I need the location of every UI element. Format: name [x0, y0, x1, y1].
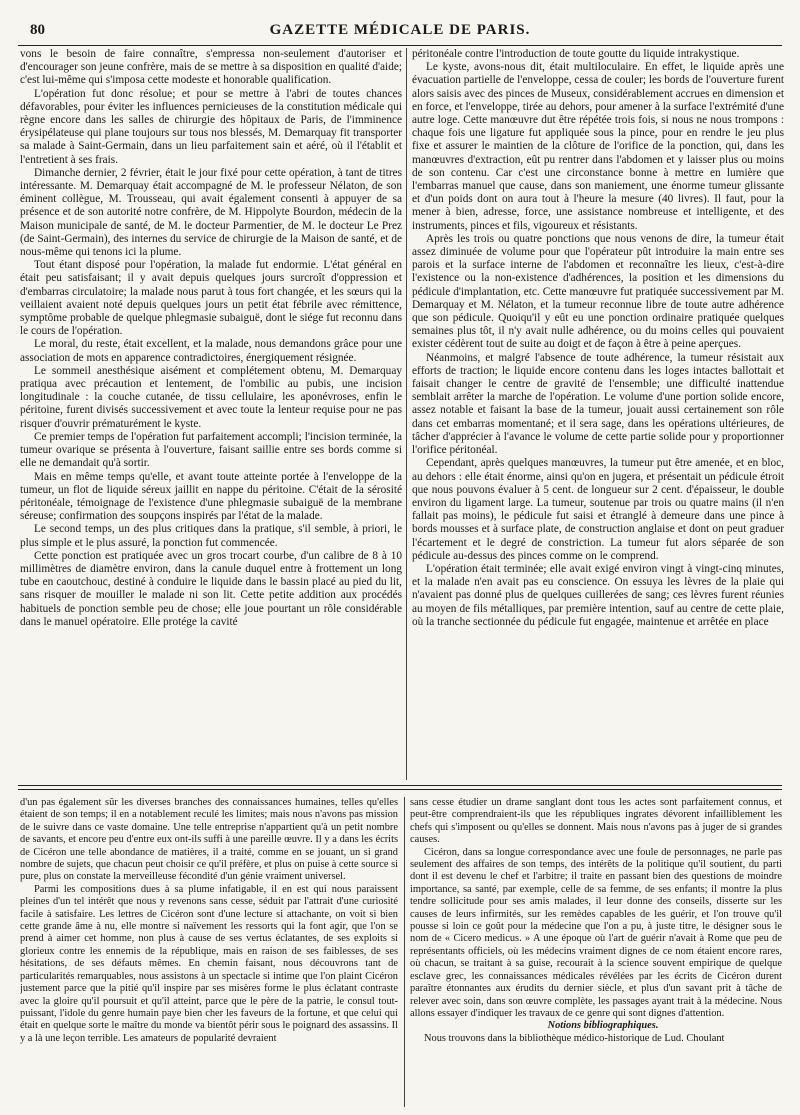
paragraph: Le kyste, avons-nous dit, était multiloculaire. En effet, le liquide après une évacuation partielle de l'enveloppe, cessa de couler; les bords de l'ouverture furent alors saisis avec des pinces de Museux, considérablement accrues en dimension et en force, et l'enveloppe, tirée au dehors, pour amener à la surface l'extrémité d'une autre loge. Cette manœuvre dut être répétée trois fois, si nous ne nous trompons : chaque fois une ligature fut appliquée sous la pince, pour en rendre le jeu plus fixe et assurer le maintien de la clôture de l'orifice de la ponction, qui, dans les manœuvres d'extraction, eût pu rentrer dans l'abdomen et y laisser plus ou moins de son contenu. Car c'est une circonstance bonne à mettre en lumière que l'embarras manuel que cause, dans son maniement, une énorme tumeur glissante et d'un poids dont on aura tout à l'heure la mesure (40 livres). Il faut, pour la mener à bien, adresse, force, une assistance nombreuse et intelligente, et des instruments, pinces et fils, vigoureux et résistants.	[412, 61, 784, 232]
page-number: 80	[30, 22, 45, 38]
paragraph: péritonéale contre l'introduction de toute goutte du liquide intrakystique.	[412, 48, 740, 60]
paragraph: L'opération fut donc résolue; et pour se mettre à l'abri de toutes chances défavorables, pour éviter les influences pernicieuses de la constitution médicale qui règne encore dans les salles de chirurgie des hôpitaux de Paris, de l'imminence érysipélateuse qui plane toujours sur tous nos blessés, M. Demarquay fit transporter sa malade à Saint-Germain, dans un lieu parfaitement sain et aéré, où il l'établit et l'entretient à ses frais.	[20, 87, 402, 166]
bottom-right-column	[410, 797, 782, 1107]
journal-title: GAZETTE MÉDICALE DE PARIS.	[269, 22, 531, 38]
paragraph: Après les trois ou quatre ponctions que nous venons de dire, la tumeur était assez diminuée de volume pour que l'opérateur pût introduire la main entre ses parois et la surface interne de l'abdomen et reconnaître les lieux, c'est-à-dire l'existence ou la non-existence d'adhérences, la position et les dimensions du pédicule d'implantation, etc. Cette manœuvre fut pratiquée successivement par M. Demarquay et M. Nélaton, et la tumeur reconnue libre de toute autre adhérence que son pédicule. Quoiqu'il y eût eu une ponction ordinaire pratiquée quelques semaines plus tôt, il n'y avait nulle adhérence, ou du moins celles qui pouvaient exister cédèrent tout de suite au doigt et de façon à être à peine aperçues.	[412, 232, 784, 351]
feuilleton-rule	[18, 785, 782, 786]
section-heading: Notions bibliographiques.	[547, 1020, 659, 1032]
paragraph: Le moral, du reste, était excellent, et la malade, nous demandons grâce pour une association de mots en apparence contradictoires, énergiquement résignée.	[20, 338, 402, 364]
paragraph: Dimanche dernier, 2 février, était le jour fixé pour cette opération, à tant de titres intéressante. M. Demarquay était accompagné de M. le professeur Nélaton, de son éminent collègue, M. Trousseau, qui avait également consenti à appuyer de sa présence et de son autorité notre confrère, de M. Hippolyte Bourdon, médecin de la Maison municipale de santé, de M. le docteur Parmentier, de M. le docteur Le Prez (de Saint-Germain), des internes du service de chirurgie de la Maison de santé, et de nous-même qui tenons ici la plume.	[20, 166, 402, 259]
paragraph: Le second temps, un des plus critiques dans la pratique, s'il semble, à priori, le plus simple et le plus assuré, la ponction fut commencée.	[20, 523, 402, 549]
paragraph: d'un pas également sûr les diverses branches des connaissances humaines, telles qu'elles étaient de son temps; il en a notablement reculé les limites; mais nous n'avons pas mission de le suivre dans ce vaste domaine. Une telle entreprise n'appartient qu'à un petit nombre de savants, et encore peu d'entre eux ont-ils suffi à une pareille œuvre. Il y a dans les écrits de Cicéron une telle abondance de matières, il a traité, comme en se jouant, un si grand nombre de sujets, que chacun peut choisir ce qu'il préfère, et plus on puise à cette source si pure, plus on constate la merveilleuse fécondité d'un génie vraiment universel.	[20, 797, 398, 883]
column-divider	[406, 48, 407, 780]
paragraph: Le sommeil anesthésique aisément et complétement obtenu, M. Demarquay pratiqua avec précaution et lentement, de l'ombilic au pubis, une incision longitudinale : la couche cutanée, de tissu cellulaire, les aponévroses, enfin le péritoine, furent divisés successivement et avec toute la lenteur requise pour ne pas risquer d'ouvrir prématurément le kyste.	[20, 364, 402, 430]
bottom-left-column	[20, 797, 398, 1107]
paragraph: Nous trouvons dans la bibliothèque médico-historique de Lud. Choulant	[424, 1032, 725, 1044]
paragraph: Cicéron, dans sa longue correspondance avec une foule de personnages, ne parle pas seulement des affaires de son temps, des intérêts de la politique qu'il soutient, du parti dont il est devenu le chef et l'arbitre; il traite en passant bien des questions de moindre importance, sa santé, par exemple, celle de sa femme, de ses enfants; il montre la plus tendre sollicitude pour ses amis malades, il leur donne des conseils, disserte sur les causes de leurs infirmités, sur les remèdes capables de les guérir, et l'on trouve qu'il pousse si loin ce goût pour la médecine que l'on a pu, à juste titre, le désigner sous le nom de « Cicero medicus. » A une époque où l'art de guérir n'avait à Rome que peu de représentants officiels, où les médecins vraiment dignes de ce nom étaient encore rares, où chacun, se traitant à sa guise, recourait à la science souvent empirique de quelque esclave grec, les connaissances médicales révélées par les écrits de Cicéron durent paraître étonnantes aux érudits du dernier siècle, et plus d'un savant prit à tâche de relever avec soin, dans son œuvre complète, les passages ayant trait à la médecine. Nous allons essayer d'indiquer les travaux de ce genre qui sont dignes d'attention.	[410, 846, 782, 1019]
paragraph: L'opération était terminée; elle avait exigé environ vingt à vingt-cinq minutes, et la malade n'en avait pas eu conscience. On essuya les lèvres de la plaie qui n'avaient pas donné plus de quelques cuillerées de sang; ces lèvres furent réunies au moyen de fils métalliques, par première intention, sauf au centre de cette plaie, où la tranche sectionnée du pédicule fut engagée, maintenue et arrêtée en place	[412, 562, 784, 628]
paragraph: Cette ponction est pratiquée avec un gros trocart courbe, d'un calibre de 8 à 10 millimètres de diamètre environ, dans la canule duquel entre à frottement un long tube en caoutchouc, destiné à conduire le liquide dans le bassin placé au pied du lit, sans risquer de mouiller le malade ni son lit. Cette petite addition aux procédés habituels de ponction semble peu de chose; elle joue pourtant un rôle considérable dans le manuel opératoire. Elle protége la cavité	[20, 549, 402, 628]
paragraph: Cependant, après quelques manœuvres, la tumeur put être amenée, et en bloc, au dehors : elle était énorme, ainsi qu'on en jugera, et présentait un pédicule étroit que nous pouvons évaluer à 5 cent. de longueur sur 2 cent. d'épaisseur, le double environ du ligament large. La tumeur, soutenue par trois ou quatre mains (il n'en fallait pas moins), le pédicule fut saisi et étranglé à demeure dans une pince à bords mousses et à surface plate, de construction anglaise et dont on peut graduer l'écartement et le degré de constriction. La tumeur fut alors séparée de son pédicule au-dessus des pinces comme on le comprend.	[412, 457, 784, 562]
paragraph: Néanmoins, et malgré l'absence de toute adhérence, la tumeur résistait aux efforts de traction; le liquide encore contenu dans les loges intactes ballottait et faisait changer le centre de gravité de l'ensemble; une difficulté inattendue semblait arrêter la marche de l'opération. Le volume d'une portion solide encore, assez notable et faisant la base de la tumeur, jouait aussi certainement son rôle dans cet embarras momentané; et il sera sage, dans les opérations ultérieures, de tâcher d'apprécier à l'avance le volume de cette partie solide pour y proportionner l'orifice péritonéal.	[412, 351, 784, 457]
paragraph: Parmi les compositions dues à sa plume infatigable, il en est qui nous paraissent pleines d'un tel intérêt que nous y revenons sans cesse, séduit par l'attrait d'une curiosité facile à satisfaire. Les lettres de Cicéron sont d'une lecture si attachante, on voit si bien cette grande âme à nu, elle montre si naïvement les ressorts qui la font agir, que l'on se prend à aimer cet homme, non plus à cause de ses vertus éclatantes, de ses exploits si glorieux contre les ennemis de la république, mais en raison de ses faiblesses, de ses hésitations, de ses défauts mêmes. En chemin faisant, nous découvrons tant de particularités remarquables, nous assistons à un spectacle si intime que l'on plaint Cicéron justement parce que la pitié qu'il inspire par ses misères forme le plus éclatant contraste avec la gloire qu'il poursuit et qu'il atteint, parce que le père de la patrie, le consul tout-puissant, l'idole du genre humain paye bien cher les faveurs de la fortune, et que celui qui était en quelque sorte le maître du monde va bientôt périr sous le poignard des assassins. Il y a là une leçon terrible. Les amateurs de popularité devraient	[20, 883, 398, 1044]
top-left-column	[20, 48, 402, 780]
top-right-column	[412, 48, 784, 780]
header-rule	[18, 45, 782, 46]
paragraph: Tout étant disposé pour l'opération, la malade fut endormie. L'état général en était peu satisfaisant; il y avait depuis quelques jours surcroît d'oppression et d'embarras circulatoire; la malade nous parut à tous fort changée, et les sœurs qui la veillaient avaient noté depuis quelques jours un petit état fébrile avec rémittence, symptôme probable de quelque phlegmasie subaiguë, dont le siége fut reconnu dans le cours de l'opération.	[20, 259, 402, 338]
paragraph: Ce premier temps de l'opération fut parfaitement accompli; l'incision terminée, la tumeur ovarique se présenta à l'ouverture, faisant saillie entre ses bords comme si elle ne demandait qu'à sortir.	[20, 430, 402, 470]
column-divider	[404, 797, 405, 1107]
paragraph: Mais en même temps qu'elle, et avant toute atteinte portée à l'enveloppe de la tumeur, un flot de liquide séreux jaillit en nappe du péritoine. C'était de la sérosité péritonéale, témoignage de l'existence d'une phlegmasie subaiguë de la membrane séreuse; confirmation des soupçons inspirés par l'état de la malade.	[20, 470, 402, 523]
feuilleton-rule	[18, 789, 782, 790]
page-header	[20, 22, 780, 44]
paragraph: vons le besoin de faire connaître, s'empressa non-seulement d'autoriser et d'encourager son jeune confrère, mais de se mettre à sa disposition en qualité d'aide; c'est lui-même qui s'imposa cette modeste et honorable qualification.	[20, 48, 402, 87]
paragraph: sans cesse étudier un drame sanglant dont tous les actes sont parfaitement connus, et peut-être comprendraient-ils que les républiques ingrates dévorent infailliblement les chefs qui s'imposent ou qu'elles se donnent. Mais nous n'avons pas à juger de si grandes causes.	[410, 797, 782, 846]
